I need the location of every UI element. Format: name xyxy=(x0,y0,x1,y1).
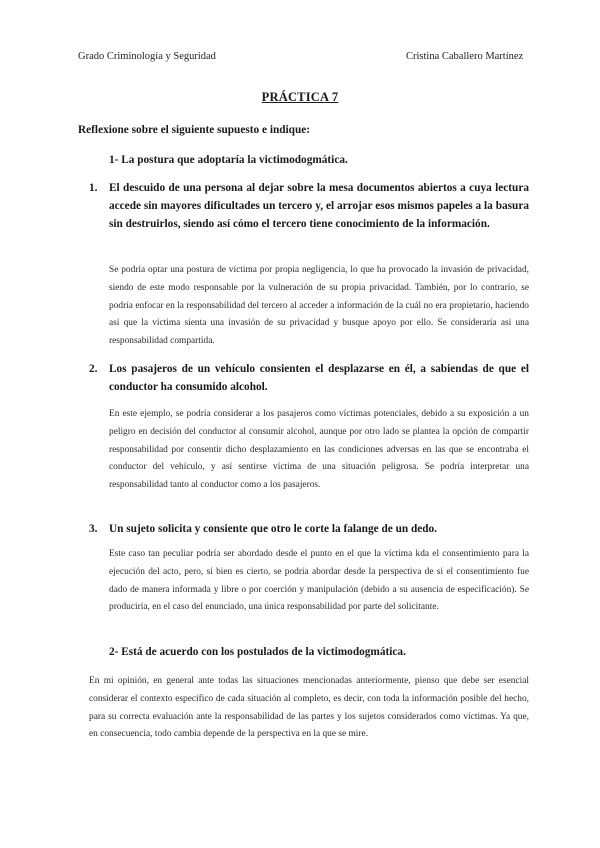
intro-instruction: Reflexione sobre el siguiente supuesto e indique: xyxy=(78,124,311,136)
case-answer-1: Se podría optar una postura de víctima por propia negligencia, lo que ha provocado la invasión de privacidad, siendo de este modo responsable por la vulneración de su propia privacidad. También, por lo contrario, se podría enfocar en la responsabilidad del tercero al acceder a información de la cuál no era propietario, haciendo así que la víctima sienta una invasión de su privacidad y busque apoyo por ello. Se consideraría así una responsabilidad compartida. xyxy=(109,265,529,347)
case-item-3 xyxy=(89,521,529,539)
case-item-heading: Los pasajeros de un vehículo consienten el desplazarse en él, a sabiendas de que el conductor ha consumido alcohol. xyxy=(109,363,529,393)
case-answer-3: Este caso tan peculiar podría ser abordado desde el punto en el que la víctima kda el consentimiento para la ejecución del acto, pero, si bien es cierto, se podría abordar desde la perspectiva de si el consentimiento fue dado de manera informada y libre o por coerción y manipulación (debido a su ausencia de especificación). Se produciría, en el caso del enunciado, una única responsabilidad por parte del solicitante. xyxy=(109,549,529,613)
case-item-heading: Un sujeto solicita y consiente que otro le corte la falange de un dedo. xyxy=(109,523,438,535)
question-2-heading: 2- Está de acuerdo con los postulados de la victimodogmática. xyxy=(109,646,406,658)
case-answer-2: En este ejemplo, se podría considerar a los pasajeros como víctimas potenciales, debido a su exposición a un peligro en decisión del conductor al consumir alcohol, aunque por otro lado se plantea la opción de compartir responsabilidad por consentir dicho desplazamiento en las condiciones adversas en las que se encontraba el conductor del vehículo, y así sentirse víctima de una situación peligrosa. Se podría interpretar una responsabilidad tanto al conductor como a los pasajeros. xyxy=(109,409,529,491)
case-item-number: 1. xyxy=(89,182,98,194)
header-author: Cristina Caballero Martínez xyxy=(406,51,524,62)
conclusion-paragraph: En mi opinión, en general ante todas las situaciones mencionadas anteriormente, pienso que debe ser esencial considerar el contexto específico de cada situación al completo, es decir, con toda la información posible del hecho, para su correcta evaluación ante la responsabilidad de las partes y los sujetos considerados como víctimas. Ya que, en consecuencia, todo cambia depende de la perspectiva en la que se mire. xyxy=(89,676,529,740)
question-1-heading: 1- La postura que adoptaría la victimodogmática. xyxy=(109,154,348,166)
case-item-1 xyxy=(89,180,529,233)
case-item-heading: El descuido de una persona al dejar sobre la mesa documentos abiertos a cuya lectura accede sin mayores dificultades un tercero y, el arrojar esos mismos papeles a la basura sin destruirlos, siendo así cómo el tercero tiene conocimiento de la información. xyxy=(109,182,529,230)
header-degree: Grado Criminología y Seguridad xyxy=(78,51,216,62)
case-item-number: 2. xyxy=(89,363,98,375)
case-item-2 xyxy=(89,361,529,397)
page-title: PRÁCTICA 7 xyxy=(261,90,339,104)
case-item-number: 3. xyxy=(89,523,98,535)
